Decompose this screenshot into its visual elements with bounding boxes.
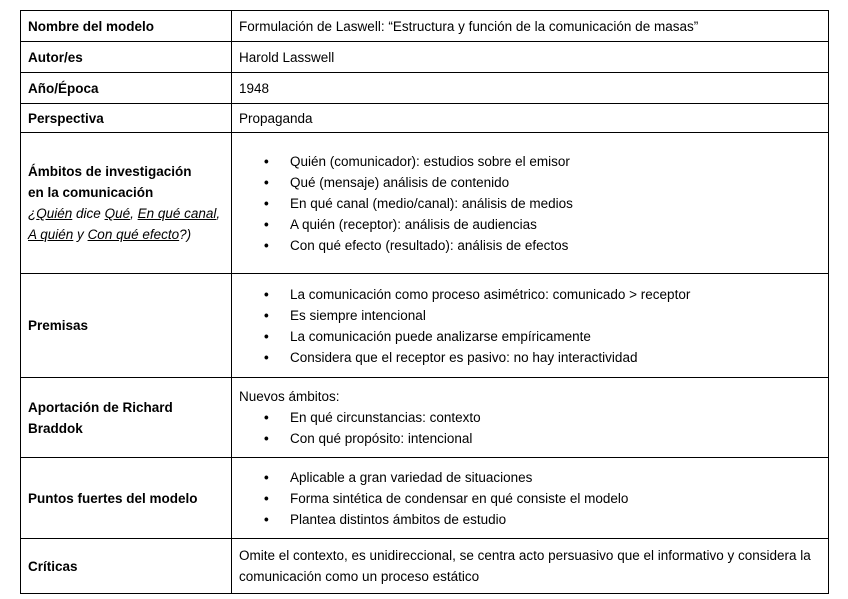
list-item: • A quién (receptor): análisis de audiencias [290,214,821,235]
sub-quien: Quién [36,206,73,221]
row-label: Año/Época [21,73,232,104]
premises-list [239,284,821,368]
list-item: • La comunicación como proceso asimétrico: comunicado > receptor [290,284,821,305]
list-item: • La comunicación puede analizarse empíricamente [290,326,821,347]
table-row [21,274,829,378]
table-row [21,458,829,539]
sub-comma2: , [216,206,221,221]
sub-comma: , [130,206,138,221]
sub-efecto: Con qué efecto [87,227,180,242]
sub-aquien: A quién [28,227,74,242]
row-label [21,133,232,274]
row-value: Propaganda [232,104,829,133]
row-value: Formulación de Laswell: “Estructura y función de la comunicación de masas” [232,11,829,42]
sub-y: y [73,227,88,242]
list-item: • Con qué propósito: intencional [290,428,821,449]
row-value: Omite el contexto, es unidireccional, se centra acto persuasivo que el informativo y considera la comunicación como un proceso estático [232,539,829,594]
list-item: • Es siempre intencional [290,305,821,326]
strengths-list [239,467,821,530]
scope-list [239,151,821,256]
table-row [21,133,829,274]
scope-label-line-1: Ámbitos de investigación [28,164,192,179]
row-label: Puntos fuertes del modelo [21,458,232,539]
row-label: Perspectiva [21,104,232,133]
row-value: Harold Lasswell [232,42,829,73]
sub-que: Qué [104,206,131,221]
list-item: • Plantea distintos ámbitos de estudio [290,509,821,530]
row-label: Aportación de Richard Braddok [21,378,232,458]
row-value [232,458,829,539]
sub-close: ?) [179,227,192,242]
sub-open: ¿ [28,206,37,221]
table-row [21,539,829,594]
table-row [21,378,829,458]
list-item: • Considera que el receptor es pasivo: no hay interactividad [290,347,821,368]
sub-dice: dice [72,206,105,221]
table-row [21,11,829,42]
row-value [232,378,829,458]
list-item: • Con qué efecto (resultado): análisis de efectos [290,235,821,256]
row-value [232,133,829,274]
braddok-intro: Nuevos ámbitos: [239,389,340,404]
model-table [20,10,829,594]
row-label: Críticas [21,539,232,594]
list-item: • En qué circunstancias: contexto [290,407,821,428]
braddok-list [239,407,821,449]
row-value [232,274,829,378]
list-item: • Aplicable a gran variedad de situaciones [290,467,821,488]
row-label: Autor/es [21,42,232,73]
list-item: • Qué (mensaje) análisis de contenido [290,172,821,193]
row-label: Nombre del modelo [21,11,232,42]
table-row [21,104,829,133]
scope-sublabel [28,203,224,245]
list-item: • En qué canal (medio/canal): análisis de medios [290,193,821,214]
row-label: Premisas [21,274,232,378]
table-row [21,73,829,104]
table-row [21,42,829,73]
list-item: • Forma sintética de condensar en qué consiste el modelo [290,488,821,509]
row-value: 1948 [232,73,829,104]
scope-label-line-2: en la comunicación [28,185,154,200]
list-item: • Quién (comunicador): estudios sobre el emisor [290,151,821,172]
sub-canal: En qué canal [137,206,217,221]
